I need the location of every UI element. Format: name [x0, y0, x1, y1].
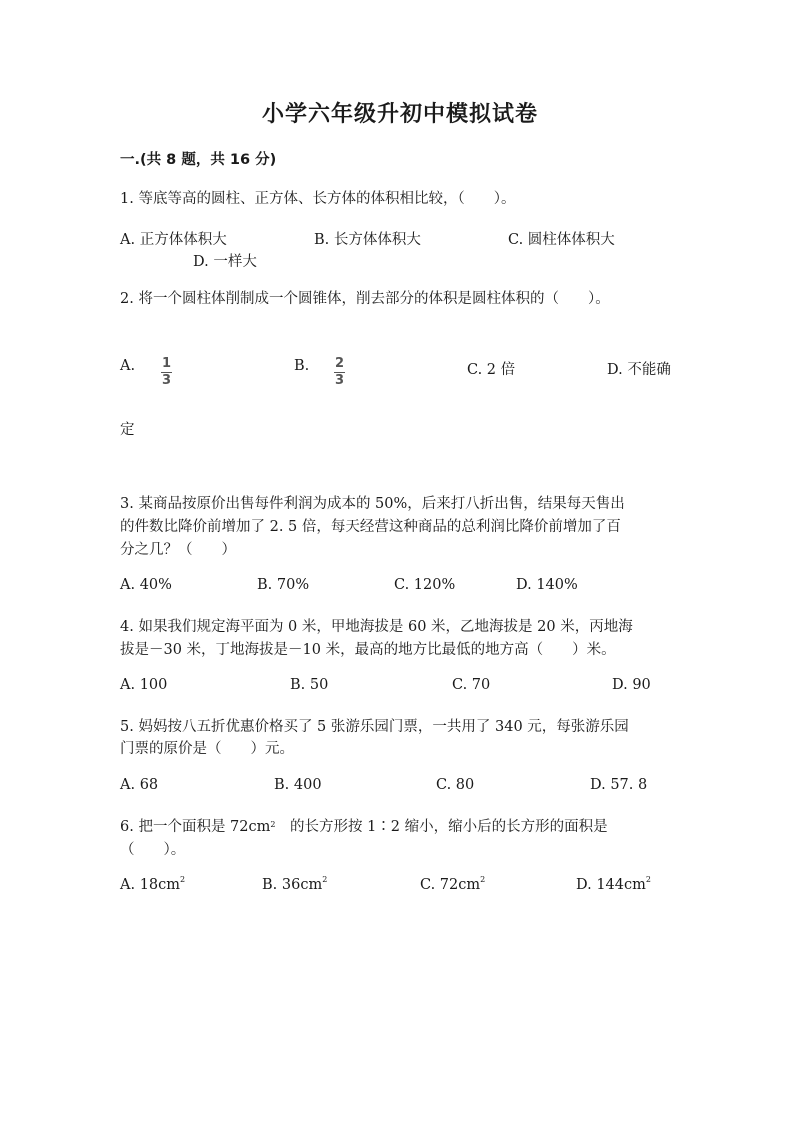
q6-option-d: [576, 877, 651, 893]
q3-option-d: D. 140%: [516, 577, 578, 593]
question-1-text: 1. 等底等高的圆柱、正方体、长方体的体积相比较，（ ）。: [120, 191, 516, 207]
question-5-line-1: 5. 妈妈按八五折优惠价格买了 5 张游乐园门票，一共用了 340 元，每张游乐园: [120, 719, 629, 735]
q2-option-b-label: B.: [294, 358, 310, 374]
fraction-numerator: 1: [161, 356, 172, 371]
question-4-line-2: 拔是－30 米，丁地海拔是－10 米，最高的地方比最低的地方高（ ）米。: [120, 642, 616, 658]
q2-option-d-continued: 定: [120, 422, 135, 438]
q1-option-b: B. 长方体体积大: [314, 232, 421, 248]
option-text: B. 36cm: [262, 877, 323, 893]
q1-option-a: A. 正方体体积大: [120, 232, 227, 248]
q4-option-a: A. 100: [120, 677, 168, 693]
squared-superscript: 2: [270, 820, 276, 829]
q2-option-d: D. 不能确: [607, 362, 671, 378]
q5-option-b: B. 400: [274, 777, 322, 793]
q6-option-b: [262, 877, 327, 893]
q6-option-c: [420, 877, 485, 893]
q2-option-b-fraction: [334, 352, 345, 388]
q3-option-b: B. 70%: [257, 577, 310, 593]
q6-text-before: 6. 把一个面积是 72cm: [120, 819, 271, 835]
squared-superscript: 2: [322, 875, 328, 884]
section-heading: 一.(共 8 题，共 16 分): [120, 152, 277, 168]
option-text: D. 144cm: [576, 877, 646, 893]
question-6-line-1: [120, 815, 608, 839]
q4-option-c: C. 70: [452, 677, 491, 693]
q6-option-a: [120, 877, 185, 893]
fraction-denominator: 3: [334, 373, 345, 388]
exam-title: 小学六年级升初中模拟试卷: [261, 102, 538, 127]
question-6-line-2: （ ）。: [120, 842, 186, 858]
q2-option-a-label: A.: [120, 358, 136, 374]
q2-option-c: C. 2 倍: [467, 362, 516, 378]
option-text: A. 18cm: [120, 877, 181, 893]
q5-option-d: D. 57. 8: [590, 777, 648, 793]
option-text: C. 72cm: [420, 877, 481, 893]
squared-superscript: 2: [645, 875, 651, 884]
q5-option-c: C. 80: [436, 777, 475, 793]
q1-option-d: D. 一样大: [193, 254, 257, 270]
fraction-denominator: 3: [161, 373, 172, 388]
q4-option-b: B. 50: [290, 677, 329, 693]
question-3-line-2: 的件数比降价前增加了 2. 5 倍，每天经营这种商品的总利润比降价前增加了百: [120, 519, 621, 535]
q6-text-after: 的长方形按 1∶2 缩小，缩小后的长方形的面积是: [275, 819, 608, 835]
question-3-line-3: 分之几？（ ）: [120, 542, 236, 558]
q3-option-c: C. 120%: [394, 577, 456, 593]
question-2-text: 2. 将一个圆柱体削制成一个圆锥体，削去部分的体积是圆柱体积的（ ）。: [120, 291, 610, 307]
question-3-line-1: 3. 某商品按原价出售每件利润为成本的 50%，后来打八折出售，结果每天售出: [120, 496, 625, 512]
fraction-numerator: 2: [334, 356, 345, 371]
q3-option-a: A. 40%: [120, 577, 172, 593]
squared-superscript: 2: [480, 875, 486, 884]
question-4-line-1: 4. 如果我们规定海平面为 0 米，甲地海拔是 60 米，乙地海拔是 20 米，丙地海: [120, 619, 633, 635]
squared-superscript: 2: [180, 875, 186, 884]
q1-option-c: C. 圆柱体体积大: [508, 232, 615, 248]
q2-option-a-fraction: [161, 352, 172, 388]
q5-option-a: A. 68: [120, 777, 159, 793]
question-5-line-2: 门票的原价是（ ）元。: [120, 741, 294, 757]
q4-option-d: D. 90: [612, 677, 651, 693]
